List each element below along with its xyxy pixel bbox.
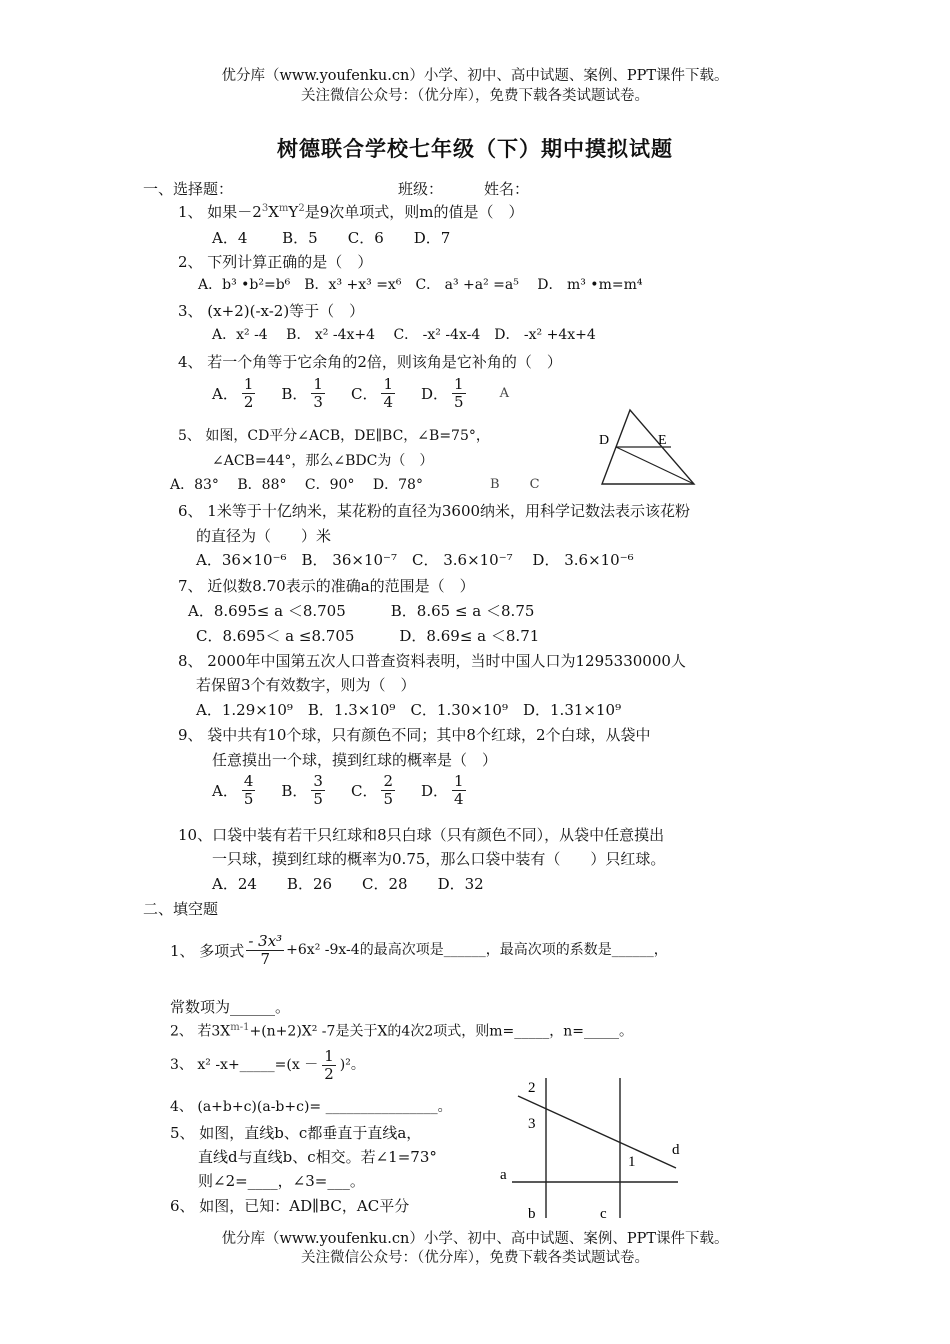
q3-options: A．x² -4 B． x² -4x+4 C． -x² -4x-4 D． -x² +4x+4 xyxy=(212,327,596,343)
q7-options-ab: A．8.695≤ a ＜8.705 B．8.65 ≤ a ＜8.75 xyxy=(188,602,535,620)
footer-line-2: 关注微信公众号：（优分库），免费下载各类试题试卷。 xyxy=(301,1250,649,1266)
f5-line-1: 5、 如图，直线b、c都垂直于直线a， xyxy=(170,1124,422,1142)
q7-stem: 7、 近似数8.70表示的准确a的范围是（ ） xyxy=(178,577,475,595)
label-line-c: c xyxy=(600,1206,607,1222)
q2-options: A．b³ •b²=b⁶ B．x³ +x³ =x⁶ C． a³ +a² =a⁵ D． m³ •m=m⁴ xyxy=(198,277,643,293)
label-d: D xyxy=(599,433,610,448)
label-e: E xyxy=(658,433,667,448)
q8-line-2: 若保留3个有效数字，则为（ ） xyxy=(196,676,416,694)
f5-line-3: 则∠2=____，∠3=___。 xyxy=(198,1172,365,1190)
f2-line: 2、 若$3X^{m-1}+(n+2)X^2$ -7是关于X的4次2项式，则m=_____，n=_____。 xyxy=(170,1022,633,1040)
q5-line-2: ∠ACB=44°，那么∠BDC为（ ） xyxy=(212,453,434,469)
section-fill-label: 二、填空题 xyxy=(143,900,219,918)
q9-line-2: 任意摸出一个球，摸到红球的概率是（ ） xyxy=(212,751,498,769)
header-line-1: 优分库（www.youfenku.cn）小学、初中、高中试题、案例、PPT课件下载。 xyxy=(221,68,729,84)
label-angle-1: 1 xyxy=(628,1154,636,1170)
q10-line-1: 10、口袋中装有若干只红球和8只白球（只有颜色不同），从袋中任意摸出 xyxy=(178,826,665,844)
f4-line: 4、 (a+b+c)(a-b+c)= ________________。 xyxy=(170,1099,452,1115)
line-dc xyxy=(616,447,694,484)
q10-options: A．24 B．26 C．28 D．32 xyxy=(212,875,484,893)
lines-figure xyxy=(492,1072,702,1224)
q6-line-1: 6、 1米等于十亿纳米，某花粉的直径为3600纳米，用科学记数法表示该花粉 xyxy=(178,502,691,520)
q4-stem: 4、 若一个角等于它余角的2倍，则该角是它补角的（ ） xyxy=(178,353,562,371)
section-choice-label: 一、选择题： xyxy=(143,180,234,198)
page-title: 树德联合学校七年级（下）期中摸拟试题 xyxy=(277,136,673,161)
q2-stem: 2、 下列计算正确的是（ ） xyxy=(178,253,373,271)
q1-stem: 1、 如果$-2^3X^mY^2$是9次单项式，则m的值是（ ） xyxy=(178,203,524,221)
triangle-figure xyxy=(596,402,706,490)
header-line-2: 关注微信公众号：（优分库），免费下载各类试题试卷。 xyxy=(301,88,649,104)
q3-stem: 3、 (x+2)(-x-2)等于（ ） xyxy=(178,302,365,320)
label-line-a: a xyxy=(500,1167,507,1183)
q4-options: A． $\frac{1}{2}$ B． $\frac{1}{3}$ C． $\frac{1}{4}$ D． $\frac{1}{5}$ A xyxy=(212,375,509,412)
q9-options: A． $\frac{4}{5}$ B． $\frac{3}{5}$ C． $\frac{2}{5}$ D． $\frac{1}{4}$ xyxy=(212,772,464,809)
q4-answer: A xyxy=(499,385,509,401)
label-angle-3: 3 xyxy=(528,1116,536,1132)
name-label: 姓名： xyxy=(484,180,530,198)
label-line-d: d xyxy=(672,1142,680,1158)
footer-line-1: 优分库（www.youfenku.cn）小学、初中、高中试题、案例、PPT课件下载。 xyxy=(221,1231,729,1247)
label-angle-2: 2 xyxy=(528,1080,536,1096)
q6-line-2: 的直径为（ ）米 xyxy=(196,527,332,545)
q8-options: A．1.29×10⁹ B．1.3×10⁹ C．1.30×10⁹ D．1.31×10⁹ xyxy=(196,701,622,719)
line-d xyxy=(518,1096,676,1168)
f6-line: 6、 如图，已知：AD∥BC，AC平分 xyxy=(170,1197,410,1215)
q6-options: A．36×10⁻⁶ B． 36×10⁻⁷ C． 3.6×10⁻⁷ D． 3.6×10⁻⁶ xyxy=(196,551,634,569)
label-line-b: b xyxy=(528,1206,536,1222)
q9-line-1: 9、 袋中共有10个球，只有颜色不同；其中8个红球，2个白球，从袋中 xyxy=(178,726,651,744)
class-label: 班级： xyxy=(398,180,444,198)
q1-options: A．4 B．5 C．6 D．7 xyxy=(212,229,451,247)
f5-line-2: 直线d与直线b、c相交。若∠1=73° xyxy=(198,1148,437,1166)
f1-line-2: 常数项为______。 xyxy=(170,998,291,1016)
f3-line: 3、 x² -x+_____=(x － $\frac{1}{2}$ )²。 xyxy=(170,1047,365,1084)
f1-line-1: 1、 多项式 $\frac{\text{- 3x³}}{7}$ +6x² -9x-4的最高次项是______，最高次项的系数是______， xyxy=(170,932,668,969)
q8-line-1: 8、 2000年中国第五次人口普查资料表明，当时中国人口为1295330000人 xyxy=(178,652,686,670)
q5-line-1: 5、 如图，CD平分∠ACB，DE∥BC，∠B=75°， xyxy=(178,428,490,444)
q5-options: A．83° B．88° C．90° D．78° xyxy=(170,477,423,493)
q10-line-2: 一只球，摸到红球的概率为0.75，那么口袋中装有（ ）只红球。 xyxy=(212,850,666,868)
q5-answer: B C xyxy=(490,477,540,492)
q7-options-cd: C．8.695＜ a ≤8.705 D．8.69≤ a ＜8.71 xyxy=(196,627,540,645)
